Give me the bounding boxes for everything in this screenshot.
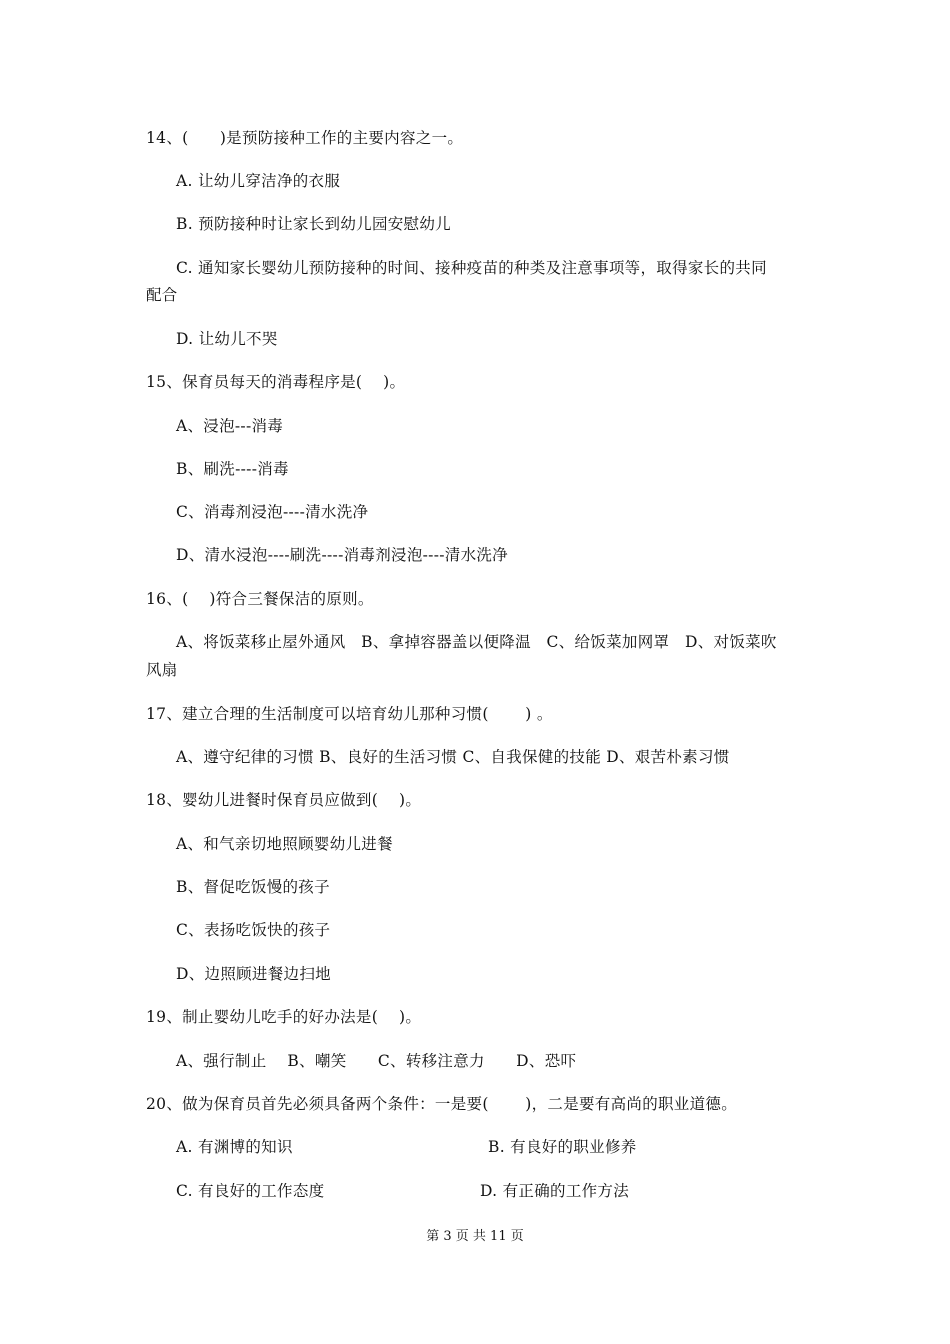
question-20-option-c: C. 有良好的工作态度: [176, 1182, 325, 1200]
question-18-option-c: C、表扬吃饭快的孩子: [176, 921, 331, 939]
question-15-option-d: D、清水浸泡----刷洗----消毒剂浸泡----清水洗净: [176, 546, 508, 564]
question-14-option-c: C. 通知家长婴幼儿预防接种的时间、接种疫苗的种类及注意事项等，取得家长的共同: [176, 259, 767, 277]
question-14-option-c-continuation: 配合: [146, 286, 178, 304]
question-17-stem: 17、建立合理的生活制度可以培育幼儿那种习惯( ) 。: [146, 705, 553, 723]
question-20-option-b: B. 有良好的职业修养: [488, 1138, 637, 1156]
question-14-option-d: D. 让幼儿不哭: [176, 330, 278, 348]
question-14-stem: 14、( )是预防接种工作的主要内容之一。: [146, 129, 464, 147]
question-18-option-b: B、督促吃饭慢的孩子: [176, 878, 330, 896]
question-18-stem: 18、婴幼儿进餐时保育员应做到( )。: [146, 791, 422, 809]
question-16-stem: 16、( )符合三餐保洁的原则。: [146, 590, 374, 608]
question-14-option-b: B. 预防接种时让家长到幼儿园安慰幼儿: [176, 215, 451, 233]
question-18-option-d: D、边照顾进餐边扫地: [176, 965, 331, 983]
question-18-option-a: A、和气亲切地照顾婴幼儿进餐: [176, 835, 393, 853]
question-15-option-c: C、消毒剂浸泡----清水洗净: [176, 503, 369, 521]
question-20-option-d: D. 有正确的工作方法: [480, 1182, 630, 1200]
question-17-options: A、遵守纪律的习惯 B、良好的生活习惯 C、自我保健的技能 D、艰苦朴素习惯: [176, 748, 730, 766]
question-19-stem: 19、制止婴幼儿吃手的好办法是( )。: [146, 1008, 422, 1026]
question-20-stem: 20、做为保育员首先必须具备两个条件：一是要( )，二是要有高尚的职业道德。: [146, 1095, 738, 1113]
question-19-options: A、强行制止 B、嘲笑 C、转移注意力 D、恐吓: [176, 1052, 577, 1070]
question-15-option-b: B、刷洗----消毒: [176, 460, 289, 478]
question-16-options-continuation: 风扇: [146, 661, 178, 679]
question-16-options: A、将饭菜移止屋外通风 B、拿掉容器盖以便降温 C、给饭菜加网罩 D、对饭菜吹: [176, 633, 777, 651]
question-15-stem: 15、保育员每天的消毒程序是( )。: [146, 373, 406, 391]
question-20-option-a: A. 有渊博的知识: [176, 1138, 293, 1156]
question-15-option-a: A、浸泡---消毒: [176, 417, 284, 435]
question-14-option-a: A. 让幼儿穿洁净的衣服: [176, 172, 341, 190]
page-footer: 第 3 页 共 11 页: [426, 1229, 524, 1244]
